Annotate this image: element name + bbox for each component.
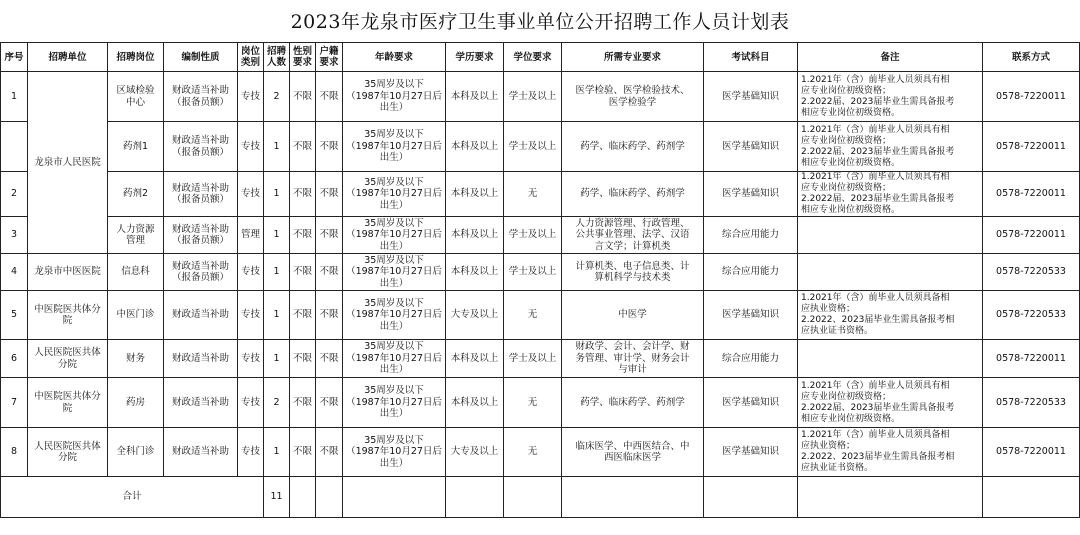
cell-education: 本科及以上 xyxy=(446,217,504,254)
table-row xyxy=(1,122,1080,172)
cell-education: 本科及以上 xyxy=(446,378,504,428)
cell-index xyxy=(1,122,28,172)
header-count: 招聘 人数 xyxy=(264,43,290,72)
cell-contact: 0578-7220011 xyxy=(983,122,1080,172)
cell-exam: 医学基础知识 xyxy=(704,122,798,172)
cell-hukou: 不限 xyxy=(316,217,343,254)
header-age: 年龄要求 xyxy=(343,43,446,72)
table-row xyxy=(1,378,1080,428)
cell-degree: 学士及以上 xyxy=(504,340,562,378)
cell-nature: 财政适当补助 （报备员额） xyxy=(164,122,238,172)
table-row xyxy=(1,172,1080,217)
cell-count: 1 xyxy=(264,122,290,172)
cell-note xyxy=(798,217,983,254)
cell-post: 信息科 xyxy=(108,254,164,291)
table-row xyxy=(1,428,1080,477)
cell-gender: 不限 xyxy=(290,254,316,291)
cell-post: 人力资源 管理 xyxy=(108,217,164,254)
cell-index: 7 xyxy=(1,378,28,428)
total-empty-cell xyxy=(504,477,562,518)
cell-education: 本科及以上 xyxy=(446,72,504,122)
cell-education: 本科及以上 xyxy=(446,172,504,217)
cell-age: 35周岁及以下 （1987年10月27日后 出生） xyxy=(343,340,446,378)
cell-exam: 医学基础知识 xyxy=(704,428,798,477)
header-exam: 考试科目 xyxy=(704,43,798,72)
cell-major: 药学、临床药学、药剂学 xyxy=(562,172,704,217)
cell-post: 区域检验 中心 xyxy=(108,72,164,122)
cell-count: 1 xyxy=(264,428,290,477)
cell-degree: 无 xyxy=(504,172,562,217)
header-unit: 招聘单位 xyxy=(28,43,108,72)
cell-exam: 医学基础知识 xyxy=(704,72,798,122)
cell-index: 2 xyxy=(1,172,28,217)
cell-degree: 无 xyxy=(504,291,562,340)
cell-major: 临床医学、中西医结合、中 西医临床医学 xyxy=(562,428,704,477)
cell-contact: 0578-7220011 xyxy=(983,340,1080,378)
cell-gender: 不限 xyxy=(290,172,316,217)
cell-post: 全科门诊 xyxy=(108,428,164,477)
cell-nature: 财政适当补助 xyxy=(164,340,238,378)
cell-hukou: 不限 xyxy=(316,122,343,172)
cell-contact: 0578-7220533 xyxy=(983,291,1080,340)
cell-post: 药剂2 xyxy=(108,172,164,217)
cell-hukou: 不限 xyxy=(316,428,343,477)
cell-note xyxy=(798,254,983,291)
cell-exam: 综合应用能力 xyxy=(704,217,798,254)
cell-note: 1.2021年（含）前毕业人员须具备相 应执业资格； 2.2022、2023届毕业生需具备报考相 应执业证书资格。 xyxy=(798,428,983,477)
cell-count: 1 xyxy=(264,172,290,217)
cell-degree: 无 xyxy=(504,428,562,477)
table-header-row xyxy=(1,43,1080,72)
cell-gender: 不限 xyxy=(290,72,316,122)
cell-hukou: 不限 xyxy=(316,254,343,291)
cell-exam: 医学基础知识 xyxy=(704,291,798,340)
cell-count: 1 xyxy=(264,291,290,340)
cell-hukou: 不限 xyxy=(316,340,343,378)
total-label: 合计 xyxy=(1,477,264,518)
cell-category: 专技 xyxy=(238,378,264,428)
cell-contact: 0578-7220533 xyxy=(983,254,1080,291)
cell-gender: 不限 xyxy=(290,217,316,254)
cell-contact: 0578-7220011 xyxy=(983,217,1080,254)
cell-exam: 综合应用能力 xyxy=(704,254,798,291)
header-major: 所需专业要求 xyxy=(562,43,704,72)
cell-count: 1 xyxy=(264,254,290,291)
cell-education: 大专及以上 xyxy=(446,291,504,340)
table-row xyxy=(1,340,1080,378)
cell-unit: 人民医院医共体 分院 xyxy=(28,428,108,477)
header-hukou: 户籍 要求 xyxy=(316,43,343,72)
total-empty-cell xyxy=(316,477,343,518)
cell-major: 医学检验、医学检验技术、 医学检验学 xyxy=(562,72,704,122)
total-count: 11 xyxy=(264,477,290,518)
cell-degree: 无 xyxy=(504,378,562,428)
cell-count: 1 xyxy=(264,340,290,378)
cell-nature: 财政适当补助 xyxy=(164,428,238,477)
cell-post: 财务 xyxy=(108,340,164,378)
cell-category: 专技 xyxy=(238,172,264,217)
page-title: 2023年龙泉市医疗卫生事业单位公开招聘工作人员计划表 xyxy=(290,11,790,33)
cell-unit: 龙泉市人民医院 xyxy=(28,72,108,254)
cell-nature: 财政适当补助 （报备员额） xyxy=(164,72,238,122)
recruitment-plan-table xyxy=(0,42,1080,518)
cell-category: 专技 xyxy=(238,254,264,291)
cell-age: 35周岁及以下 （1987年10月27日后 出生） xyxy=(343,122,446,172)
cell-age: 35周岁及以下 （1987年10月27日后 出生） xyxy=(343,172,446,217)
cell-note: 1.2021年（含）前毕业人员须具有相 应专业岗位初级资格； 2.2022届、2023届毕业生需具备报考 相应专业岗位初级资格。 xyxy=(798,378,983,428)
cell-nature: 财政适当补助 （报备员额） xyxy=(164,217,238,254)
cell-hukou: 不限 xyxy=(316,378,343,428)
total-empty-cell xyxy=(290,477,316,518)
cell-major: 财政学、会计、会计学、财 务管理、审计学、财务会计 与审计 xyxy=(562,340,704,378)
cell-degree: 学士及以上 xyxy=(504,217,562,254)
total-empty-cell xyxy=(704,477,798,518)
header-note: 备注 xyxy=(798,43,983,72)
cell-age: 35周岁及以下 （1987年10月27日后 出生） xyxy=(343,428,446,477)
table-row xyxy=(1,217,1080,254)
cell-gender: 不限 xyxy=(290,122,316,172)
cell-category: 专技 xyxy=(238,428,264,477)
cell-unit: 中医院医共体分 院 xyxy=(28,291,108,340)
cell-major: 药学、临床药学、药剂学 xyxy=(562,122,704,172)
cell-unit: 人民医院医共体 分院 xyxy=(28,340,108,378)
header-no: 序号 xyxy=(1,43,28,72)
cell-major: 人力资源管理、行政管理、 公共事业管理、法学、汉语 言文学；计算机类 xyxy=(562,217,704,254)
cell-category: 专技 xyxy=(238,72,264,122)
cell-degree: 学士及以上 xyxy=(504,122,562,172)
cell-contact: 0578-7220011 xyxy=(983,428,1080,477)
cell-degree: 学士及以上 xyxy=(504,254,562,291)
cell-index: 5 xyxy=(1,291,28,340)
total-empty-cell xyxy=(343,477,446,518)
cell-category: 专技 xyxy=(238,340,264,378)
cell-education: 本科及以上 xyxy=(446,254,504,291)
cell-hukou: 不限 xyxy=(316,72,343,122)
cell-unit: 中医院医共体分 院 xyxy=(28,378,108,428)
cell-note xyxy=(798,340,983,378)
cell-age: 35周岁及以下 （1987年10月27日后 出生） xyxy=(343,291,446,340)
total-empty-cell xyxy=(446,477,504,518)
cell-category: 专技 xyxy=(238,122,264,172)
cell-count: 1 xyxy=(264,217,290,254)
total-row xyxy=(1,477,1080,518)
total-empty-cell xyxy=(983,477,1080,518)
cell-contact: 0578-7220011 xyxy=(983,72,1080,122)
cell-exam: 综合应用能力 xyxy=(704,340,798,378)
cell-nature: 财政适当补助 xyxy=(164,378,238,428)
cell-education: 大专及以上 xyxy=(446,428,504,477)
cell-major: 药学、临床药学、药剂学 xyxy=(562,378,704,428)
table-row xyxy=(1,291,1080,340)
total-empty-cell xyxy=(798,477,983,518)
cell-category: 专技 xyxy=(238,291,264,340)
cell-gender: 不限 xyxy=(290,378,316,428)
cell-index: 8 xyxy=(1,428,28,477)
cell-age: 35周岁及以下 （1987年10月27日后 出生） xyxy=(343,254,446,291)
cell-unit: 龙泉市中医医院 xyxy=(28,254,108,291)
header-category: 岗位 类别 xyxy=(238,43,264,72)
cell-major: 中医学 xyxy=(562,291,704,340)
cell-post: 中医门诊 xyxy=(108,291,164,340)
cell-index: 4 xyxy=(1,254,28,291)
cell-nature: 财政适当补助 xyxy=(164,291,238,340)
cell-education: 本科及以上 xyxy=(446,340,504,378)
cell-exam: 医学基础知识 xyxy=(704,172,798,217)
cell-hukou: 不限 xyxy=(316,172,343,217)
cell-gender: 不限 xyxy=(290,291,316,340)
cell-nature: 财政适当补助 （报备员额） xyxy=(164,254,238,291)
cell-age: 35周岁及以下 （1987年10月27日后 出生） xyxy=(343,378,446,428)
cell-category: 管理 xyxy=(238,217,264,254)
cell-contact: 0578-7220011 xyxy=(983,172,1080,217)
cell-post: 药房 xyxy=(108,378,164,428)
cell-count: 2 xyxy=(264,72,290,122)
cell-note: 1.2021年（含）前毕业人员须具有相 应专业岗位初级资格； 2.2022届、2023届毕业生需具备报考 相应专业岗位初级资格。 xyxy=(798,172,983,217)
cell-index: 6 xyxy=(1,340,28,378)
cell-hukou: 不限 xyxy=(316,291,343,340)
cell-note: 1.2021年（含）前毕业人员须具备相 应执业资格； 2.2022、2023届毕业生需具备报考相 应执业证书资格。 xyxy=(798,291,983,340)
cell-note: 1.2021年（含）前毕业人员须具有相 应专业岗位初级资格； 2.2022届、2023届毕业生需具备报考 相应专业岗位初级资格。 xyxy=(798,72,983,122)
cell-count: 2 xyxy=(264,378,290,428)
cell-age: 35周岁及以下 （1987年10月27日后 出生） xyxy=(343,217,446,254)
cell-age: 35周岁及以下 （1987年10月27日后 出生） xyxy=(343,72,446,122)
cell-post: 药剂1 xyxy=(108,122,164,172)
cell-index: 1 xyxy=(1,72,28,122)
header-post: 招聘岗位 xyxy=(108,43,164,72)
header-degree: 学位要求 xyxy=(504,43,562,72)
cell-degree: 学士及以上 xyxy=(504,72,562,122)
cell-note: 1.2021年（含）前毕业人员须具有相 应专业岗位初级资格； 2.2022届、2023届毕业生需具备报考 相应专业岗位初级资格。 xyxy=(798,122,983,172)
cell-education: 本科及以上 xyxy=(446,122,504,172)
table-row xyxy=(1,72,1080,122)
cell-gender: 不限 xyxy=(290,428,316,477)
cell-major: 计算机类、电子信息类、计 算机科学与技术类 xyxy=(562,254,704,291)
cell-nature: 财政适当补助 （报备员额） xyxy=(164,172,238,217)
cell-exam: 医学基础知识 xyxy=(704,378,798,428)
cell-contact: 0578-7220533 xyxy=(983,378,1080,428)
total-empty-cell xyxy=(562,477,704,518)
header-contact: 联系方式 xyxy=(983,43,1080,72)
cell-gender: 不限 xyxy=(290,340,316,378)
header-education: 学历要求 xyxy=(446,43,504,72)
cell-index: 3 xyxy=(1,217,28,254)
header-nature: 编制性质 xyxy=(164,43,238,72)
header-gender: 性别 要求 xyxy=(290,43,316,72)
table-row xyxy=(1,254,1080,291)
